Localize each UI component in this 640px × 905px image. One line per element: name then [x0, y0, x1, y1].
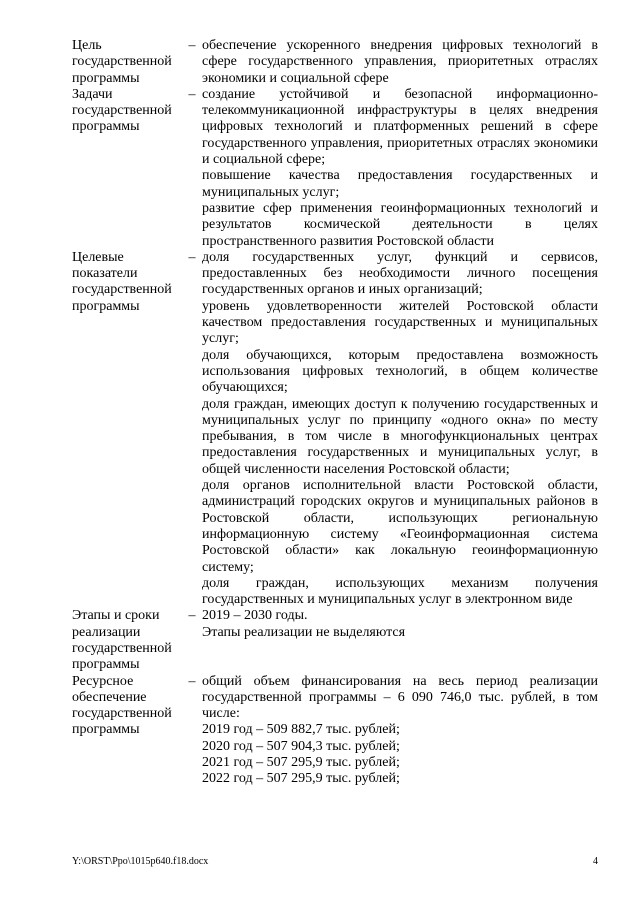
- paragraph: 2019 год – 509 882,7 тыс. рублей;: [202, 722, 400, 738]
- section-label: Ресурсное обеспечение государственной программы: [72, 673, 172, 738]
- paragraph: доля граждан, использующих механизм получения государственных и муниципальных услуг в электронном виде: [202, 575, 598, 608]
- section-resources: [72, 674, 598, 788]
- dash: –: [188, 38, 196, 53]
- paragraph: доля государственных услуг, функций и сервисов, предоставленных без необходимости личного посещения государственных органов и иных организаций;: [202, 249, 598, 298]
- page-footer: [72, 856, 598, 867]
- file-path: Y:\ORST\Ppo\1015p640.f18.docx: [72, 856, 209, 867]
- section-label: Этапы и сроки реализации государственной программы: [72, 608, 172, 673]
- paragraph: повышение качества предоставления государственных и муниципальных услуг;: [202, 168, 598, 200]
- paragraph: уровень удовлетворенности жителей Ростовской области качеством предоставления государственных и муниципальных услуг;: [202, 298, 598, 347]
- passport-table: [72, 38, 598, 788]
- paragraph: общий объем финансирования на весь период реализации государственной программы – 6 090 746,0 тыс. рублей, в том числе:: [202, 673, 598, 722]
- paragraph: обеспечение ускоренного внедрения цифровых технологий в сфере государственного управления, приоритетных отраслях экономики и социальной сфере: [202, 38, 598, 86]
- dash: –: [188, 608, 196, 624]
- paragraph: доля граждан, имеющих доступ к получению государственных и муниципальных услуг по принципу «одного окна» по месту пребывания, в том числе в многофункциональных центрах предоставления государственных и муниципальных услуг, в общей численности населения Ростовской области;: [202, 396, 598, 477]
- paragraph: Этапы реализации не выделяются: [202, 624, 406, 640]
- page-number: 4: [593, 856, 598, 867]
- paragraph: доля обучающихся, которым предоставлена возможность использования цифровых технологий, в общем количестве обучающихся;: [202, 347, 598, 396]
- section-body: [202, 674, 598, 788]
- section-label: Цель государственной программы: [72, 38, 172, 86]
- section-label: Целевые показатели государственной программы: [72, 249, 172, 314]
- section-goal: [72, 38, 598, 87]
- paragraph: 2019 – 2030 годы.: [202, 608, 308, 624]
- paragraph: создание устойчивой и безопасной информационно-телекоммуникационной инфраструктуры в целях внедрения цифровых технологий и платформенных решений в сфере государственного управления, приоритетных отраслях экономики и социальной сфере;: [202, 86, 598, 168]
- dash: –: [188, 673, 196, 689]
- section-label: Задачи государственной программы: [72, 86, 172, 135]
- section-body: [202, 608, 598, 641]
- section-body: [202, 87, 598, 250]
- paragraph: доля органов исполнительной власти Ростовской области, администраций городских округов и муниципальных районов в Ростовской области, использующих региональную информационную систему «Геоинформационная система Ростовской области» как локальную геоинформационную систему;: [202, 478, 598, 575]
- paragraph: 2022 год – 507 295,9 тыс. рублей;: [202, 771, 400, 787]
- paragraph: 2020 год – 507 904,3 тыс. рублей;: [202, 738, 400, 754]
- dash: –: [188, 249, 196, 265]
- section-body: [202, 38, 598, 87]
- section-indicators: [72, 250, 598, 609]
- section-body: [202, 250, 598, 609]
- paragraph: развитие сфер применения геоинформационных технологий и результатов космической деятельности в целях пространственного развития Ростовской области: [202, 200, 598, 249]
- paragraph: 2021 год – 507 295,9 тыс. рублей;: [202, 755, 400, 771]
- section-tasks: [72, 87, 598, 250]
- dash: –: [188, 86, 196, 102]
- section-stages: [72, 608, 598, 673]
